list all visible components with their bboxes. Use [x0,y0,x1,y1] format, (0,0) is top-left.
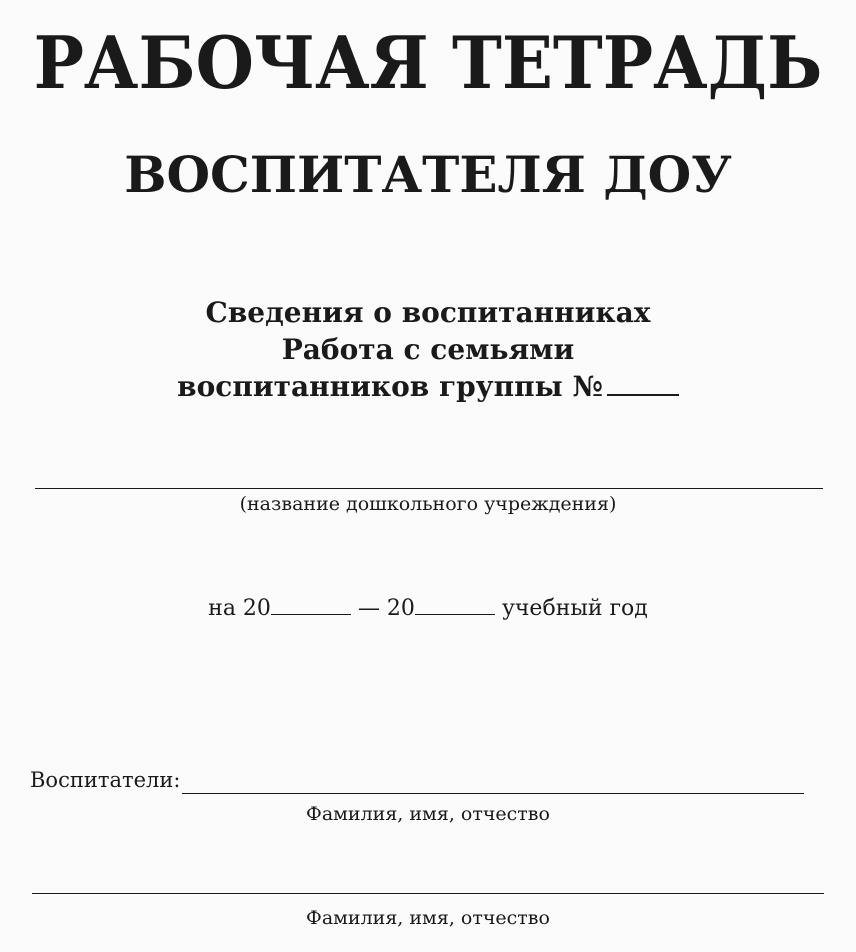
info-block [0,294,856,405]
year-start-blank[interactable] [271,594,351,615]
institution-name-line[interactable] [35,488,823,489]
year-prefix: на 20 [208,596,271,621]
info-line-group [0,368,856,405]
year-end-blank[interactable] [415,594,495,615]
educators-label: Воспитатели: [30,768,181,792]
educator-2-caption: Фамилия, имя, отчество [306,907,550,929]
educators-row [30,766,804,794]
school-year-line [0,594,856,624]
page-subtitle: ВОСПИТАТЕЛЯ ДОУ [124,145,732,204]
educator-2-line[interactable] [32,893,824,894]
institution-caption: (название дошкольного учреждения) [239,493,617,515]
group-label: воспитанников группы № [177,370,603,403]
educator-1-caption: Фамилия, имя, отчество [306,803,550,825]
group-number-blank[interactable] [607,368,679,396]
page-title: РАБОЧАЯ ТЕТРАДЬ [33,20,823,105]
year-separator: — 20 [357,596,415,621]
educator-1-blank[interactable] [182,773,804,794]
info-line-pupils: Сведения о воспитанниках [205,296,651,329]
info-line-families: Работа с семьями [281,333,575,366]
year-suffix: учебный год [501,596,648,621]
